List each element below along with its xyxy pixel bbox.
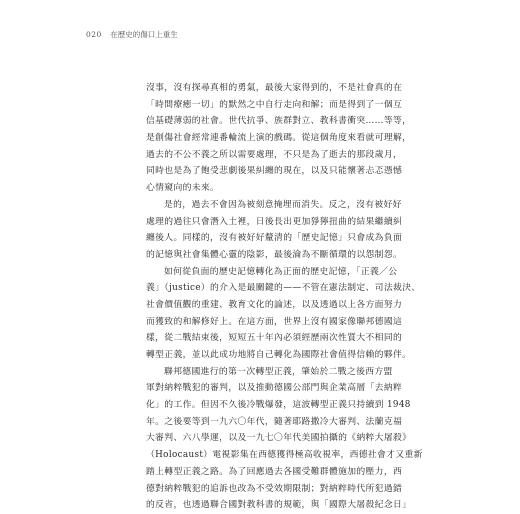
paragraph [146, 197, 403, 264]
text-line: 過去的不公不義之所以需要處理，不只是為了逝去的那段歲月， [146, 149, 403, 160]
page-number: 020 [86, 30, 102, 39]
text-line: 義」（justice）的介入是最關鍵的——不管在憲法制定、司法裁決、 [146, 283, 421, 294]
text-line: 德對納粹戰犯的追訴也改為不受效期限制；對納粹時代所犯過錯 [146, 483, 403, 494]
text-line: 年。之後要等到一九六〇年代，隨著耶路撒冷大審判、法蘭克福 [146, 416, 403, 427]
text-line: 的記憶與社會集體心靈的陰影，最後淪為不斷循環的以怨制怨。 [146, 249, 403, 260]
text-line: 沒事，沒有探尋真相的勇氣，最後大家得到的，不是社會真的在 [146, 83, 403, 93]
text-line: 「時間療癒一切」的默然之中自行走向和解；而是得到了一個互 [146, 99, 403, 110]
book-title: 在歷史的傷口上重生 [110, 30, 178, 39]
text-line: 是的，過去不會因為被刻意掩埋而消失。反之，沒有被好好 [164, 199, 402, 210]
text-line: 踏上轉型正義之路。為了回應過去各國受難群體施加的壓力，西 [146, 466, 403, 477]
text-line: 而獲致的和解修好上。在這方面，世界上沒有國家像聯邦德國這 [146, 316, 403, 327]
text-line: 社會價值觀的重建、教育文化的論述，以及透過以上各方面努力 [146, 299, 403, 310]
text-line: 如何從負面的歷史記憶轉化為正面的歷史記憶，「正義／公 [164, 266, 398, 277]
body-text [146, 80, 423, 514]
text-line: 聯邦德國進行的第一次轉型正義，肇始於二戰之後西方盟 [164, 366, 393, 377]
text-line: 纏後人。同樣的，沒有被好好釐清的「歷史記憶」只會成為負面 [146, 233, 403, 244]
text-line: 信基礎薄弱的社會。世代抗爭、族群對立、教科書衝突……等等， [146, 116, 412, 127]
text-line: 心情窺向的未來。 [146, 183, 220, 194]
text-line: 是創傷社會經常連番輪流上演的戲碼。從這個角度來看就可理解， [146, 133, 412, 144]
text-line: 軍對納粹戰犯的審判，以及推動德國公部門與企業高層「去納粹 [146, 383, 403, 394]
running-head [86, 29, 178, 40]
text-line: （Holocaust）電視影集在西德獲得極高收視率，西德社會才又重新 [146, 450, 423, 461]
text-line: 大審判、六八學運，以及一九七〇年代美國拍攝的《納粹大屠殺》 [146, 433, 412, 444]
text-line: 的反省，也透過聯合國對教科書的規範，與「國際大屠殺紀念日」 [146, 500, 412, 511]
text-line: 處理的過往只會潛入土裡，日後長出更加猙獰扭曲的結果繼續糾 [146, 216, 403, 227]
paragraph [146, 364, 423, 514]
paragraph [146, 264, 421, 364]
paragraph [146, 80, 412, 197]
text-line: 轉型正義，並以此成功地將自己轉化為國際社會值得信賴的夥伴。 [146, 350, 412, 360]
text-line: 化」的工作。但因不久後冷戰爆發，這波轉型正義只持續到 1948 [146, 400, 411, 411]
text-line: 樣，從二戰結束後，短短五十年內必須經歷兩次性質大不相同的 [146, 333, 403, 344]
text-line: 同時也是為了飽受悲劇後果糾纏的現在，以及只能懷著忐忑憑憾 [146, 166, 403, 177]
